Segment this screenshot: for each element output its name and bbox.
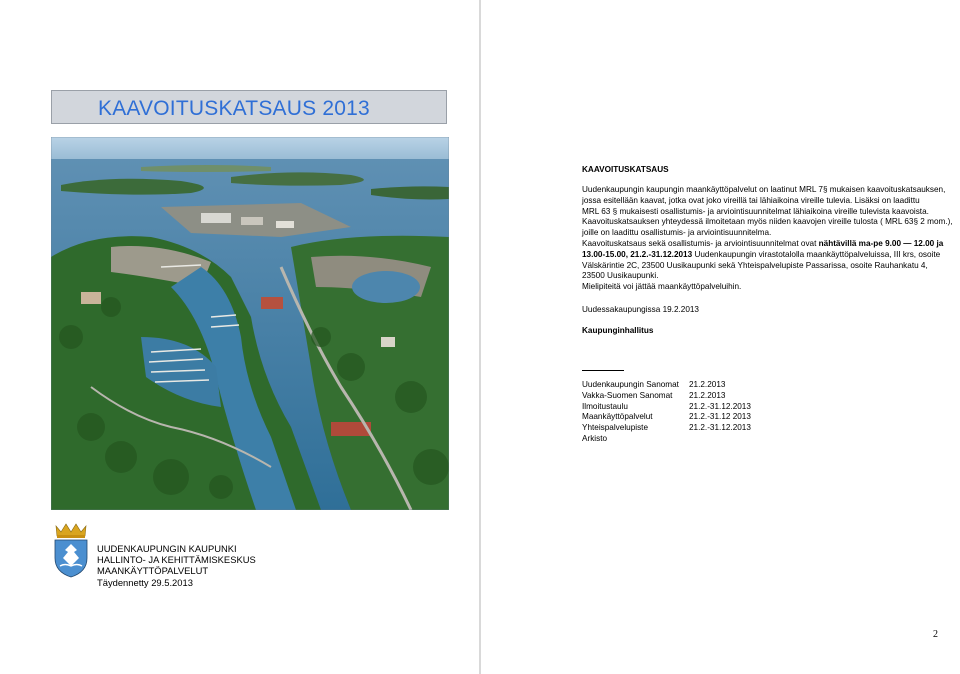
feedback-line: Mielipiteitä voi jättää maankäyttöpalveluihin.: [582, 282, 742, 292]
document-title: KAAVOITUSKATSAUS 2013: [98, 97, 370, 120]
availability-line-2: [582, 250, 953, 261]
body-line: jossa esitellään kaavat, jotka ovat joko vireillä tai lähiaikoina vireille tulevia. Lisäksi on laadittu: [582, 195, 920, 205]
intro-paragraph: [582, 185, 953, 293]
distribution-row: [582, 402, 842, 413]
distribution-row: [582, 412, 842, 423]
page-number: 2: [933, 629, 938, 640]
distribution-row: [582, 434, 842, 445]
organization-block: [97, 543, 256, 588]
coat-of-arms-logo: [52, 522, 90, 578]
availability-hours: nähtävillä ma-pe 9.00 — 12.00 ja: [818, 238, 944, 248]
distribution-list: [582, 380, 842, 445]
recipient: Maankäyttöpalvelut: [582, 412, 653, 422]
address-line: 23500 Uusikaupunki.: [582, 271, 659, 281]
distribution-row: [582, 391, 842, 402]
publish-date: 21.2.-31.12.2013: [689, 401, 751, 411]
aerial-harbour-photo: [51, 137, 449, 510]
signatory: Kaupunginhallitus: [582, 326, 654, 335]
publish-date: 21.2.-31.12 2013: [689, 412, 751, 422]
address-line: Välskärintie 2C, 23500 Uusikaupunki sekä Yhteispalvelupiste Passarissa, osoite Rauhankatu 4,: [582, 260, 928, 270]
body-line: joille on laadittu osallistumis- ja arviointisuunnitelma.: [582, 228, 772, 238]
content-page: [481, 0, 960, 674]
body-line: Uudenkaupungin kaupungin maankäyttöpalvelut on laatinut MRL 7§ mukaisen kaavoituskatsauksen,: [582, 185, 946, 194]
org-line: HALLINTO- JA KEHITTÄMISKESKUS: [97, 554, 256, 566]
availability-text: Kaavoituskatsaus sekä osallistumis- ja arviointisuunnitelmat ovat: [582, 238, 819, 248]
availability-period: 13.00-15.00, 21.2.-31.12.2013: [582, 249, 693, 259]
divider-line: [582, 370, 624, 371]
org-line: MAANKÄYTTÖPALVELUT: [97, 565, 209, 577]
cover-page: [0, 0, 479, 674]
distribution-row: [582, 380, 842, 391]
section-heading: KAAVOITUSKATSAUS: [582, 165, 669, 174]
body-line: MRL 63 § mukaisesti osallistumis- ja arviointisuunnitelmat lähiaikoina vireille tulevista kaavoista.: [582, 206, 929, 216]
recipient: Arkisto: [582, 433, 608, 443]
org-line: UUDENKAUPUNGIN KAUPUNKI: [97, 543, 237, 554]
place-and-date: Uudessakaupungissa 19.2.2013: [582, 305, 699, 314]
body-line: Kaavoituskatsauksen yhteydessä ilmoitetaan myös niiden kaavojen vireille tulosta ( MRL 63§ 2 mom.),: [582, 217, 953, 227]
publish-date: 21.2.-31.12.2013: [689, 423, 751, 433]
publish-date: 21.2.2013: [689, 380, 726, 389]
recipient: Yhteispalvelupiste: [582, 423, 648, 433]
title-banner: [51, 90, 447, 124]
availability-line: [582, 239, 953, 250]
publish-date: 21.2.2013: [689, 390, 726, 400]
distribution-row: [582, 423, 842, 434]
recipient: Uudenkaupungin Sanomat: [582, 380, 679, 389]
recipient: Ilmoitustaulu: [582, 401, 628, 411]
availability-location: Uudenkaupungin virastotalolla maankäyttöpalveluissa, III krs, osoite: [692, 249, 941, 259]
recipient: Vakka-Suomen Sanomat: [582, 390, 673, 400]
updated-date: Täydennetty 29.5.2013: [97, 576, 193, 588]
